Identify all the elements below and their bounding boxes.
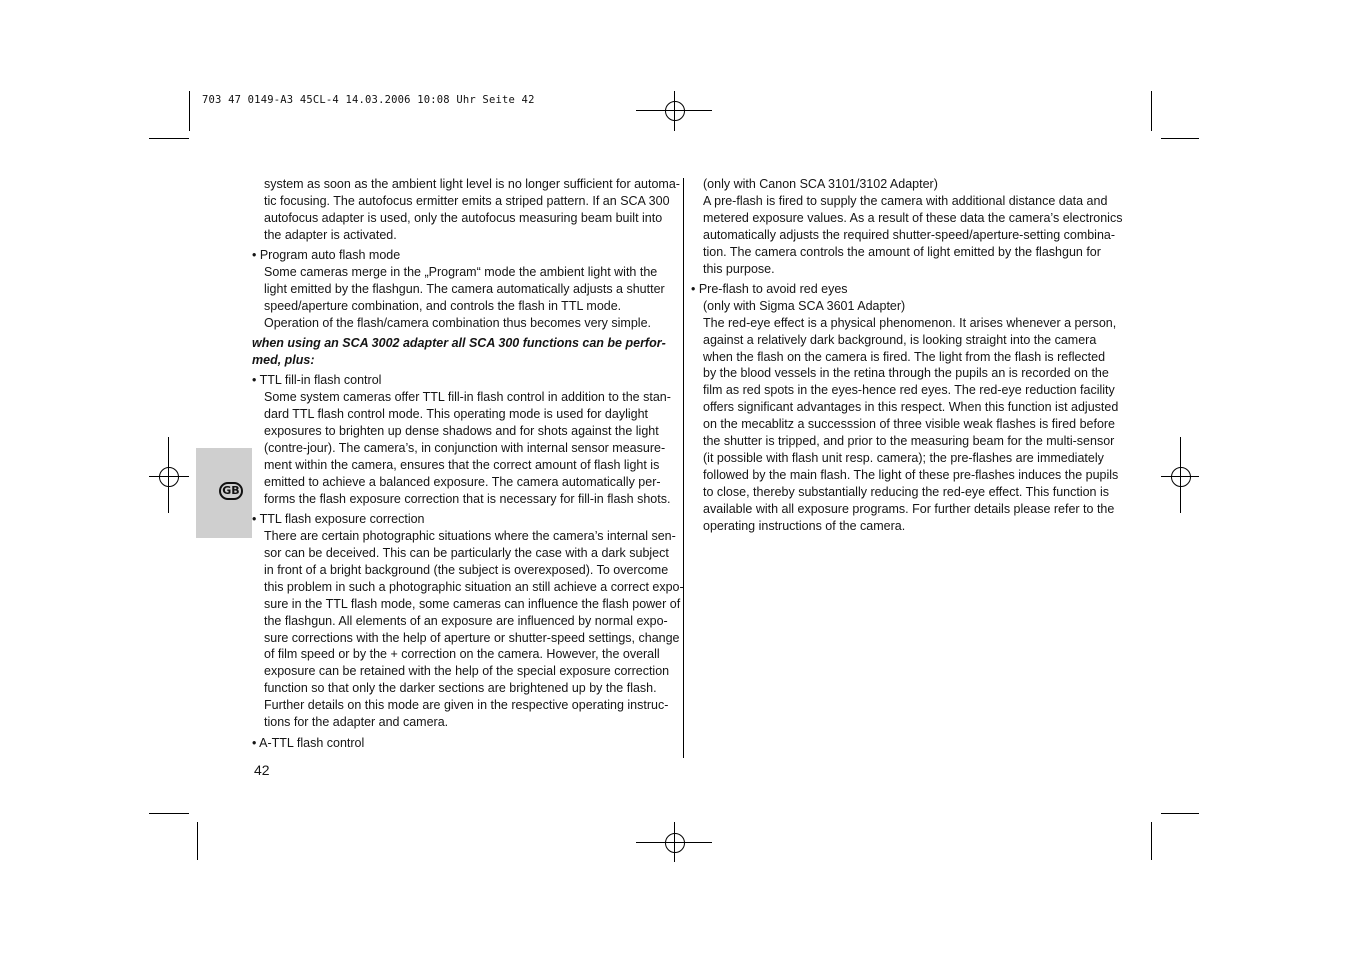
text-line: sure corrections with the help of aperture or shutter-speed settings, change: [264, 630, 680, 645]
text-line: by the blood vessels in the retina through the pupils an is recorded on the: [703, 366, 1109, 381]
text-line: of film speed or by the + correction on the camera. However, the overall: [264, 647, 660, 662]
text-line: ment within the camera, ensures that the correct amount of flash light is: [264, 458, 660, 472]
registration-target-icon: [1169, 465, 1193, 489]
crop-mark: [1161, 813, 1199, 814]
text-line: tic focusing. The autofocus ermitter emits a striped pattern. If an SCA 300: [264, 193, 670, 208]
text-line: There are certain photographic situations where the camera’s internal sen-: [264, 529, 676, 544]
text-line: when using an SCA 3002 adapter all SCA 300 functions can be perfor-: [252, 336, 666, 351]
bullet-heading: • Program auto flash mode: [252, 248, 401, 263]
text-line: Some system cameras offer TTL fill-in flash control in addition to the stan-: [264, 390, 671, 405]
text-line: autofocus adapter is used, only the autofocus measuring beam built into: [264, 210, 663, 225]
text-line: offers significant advantages in this respect. When this function ist adjusted: [703, 400, 1119, 415]
registration-target-icon: [663, 831, 687, 855]
registration-target-icon: [157, 465, 181, 489]
crop-mark: [1151, 822, 1152, 860]
page-number: 42: [254, 762, 270, 778]
bullet-heading: • Pre-flash to avoid red eyes: [691, 281, 848, 296]
text-line: emitted to achieve a balanced exposure. The camera automatically per-: [264, 474, 661, 489]
text-line: against a relatively dark background, is looking straight into the camera: [703, 332, 1097, 347]
text-line: (only with Sigma SCA 3601 Adapter): [703, 298, 906, 313]
print-slug: 703 47 0149-A3 45CL-4 14.03.2006 10:08 Uhr Seite 42: [202, 94, 535, 106]
crop-mark: [149, 138, 189, 139]
text-line: sor can be deceived. This can be particularly the case with a dark subject: [264, 546, 669, 561]
text-line: to close, thereby substantially reducing the red-eye effect. This function is: [703, 484, 1110, 499]
text-line: this problem in such a photographic situation an still achieve a correct expo-: [264, 579, 684, 594]
text-line: on the mecablitz a successsion of three visible weak flashes is fired before: [703, 417, 1116, 432]
crop-mark: [189, 91, 190, 131]
text-line: function so that only the darker sections are brightened up by the flash.: [264, 681, 657, 696]
text-line: film as red spots in the eyes-hence red eyes. The red-eye reduction facility: [703, 383, 1115, 398]
text-line: metered exposure values. As a result of these data the camera’s electronics: [703, 210, 1123, 225]
text-line: the adapter is activated.: [264, 227, 397, 242]
text-line: Operation of the flash/camera combination thus becomes very simple.: [264, 315, 651, 330]
column-divider: [683, 178, 684, 758]
intro-paragraph: [252, 176, 680, 244]
text-line: med, plus:: [252, 353, 315, 368]
text-line: Some cameras merge in the „Program“ mode the ambient light with the: [264, 265, 658, 280]
text-line: (it possible with flash unit resp. camera); the pre-flashes are immediately: [703, 451, 1104, 465]
text-line: this purpose.: [703, 261, 775, 276]
text-line: automatically adjusts the required shutter-speed/aperture-setting combina-: [703, 227, 1116, 242]
ttl-fill-in-section: [252, 372, 676, 507]
text-line: exposures to brighten up dense shadows and for shots against the light: [264, 424, 659, 439]
text-line: (only with Canon SCA 3101/3102 Adapter): [703, 177, 938, 191]
text-line: Further details on this mode are given in the respective operating instruc-: [264, 698, 669, 713]
text-line: operating instructions of the camera.: [703, 518, 906, 533]
right-column: [691, 176, 1123, 535]
text-line: forms the flash exposure correction that is necessary for fill-in flash shots.: [264, 491, 671, 506]
bullet-heading: • TTL fill-in flash control: [252, 373, 382, 388]
text-line: sure in the TTL flash mode, some cameras can influence the flash power of: [264, 596, 681, 611]
bullet-heading: • A-TTL flash control: [252, 735, 365, 750]
left-column: [252, 176, 684, 751]
pre-flash-section: [691, 281, 1119, 535]
text-line: the flashgun. All elements of an exposure are influenced by normal expo-: [264, 613, 668, 628]
text-line: tions for the adapter and camera.: [264, 715, 449, 730]
text-line: tion. The camera controls the amount of light emitted by the flashgun for: [703, 244, 1101, 259]
crop-mark: [197, 822, 198, 860]
text-line: light emitted by the flashgun. The camera automatically adjusts a shutter: [264, 281, 665, 296]
text-line: exposure can be retained with the help of the special exposure correction: [264, 664, 670, 679]
text-line: in front of a bright background (the subject is overexposed). To overcome: [264, 562, 669, 577]
crop-mark: [1151, 91, 1152, 131]
text-line: (contre-jour). The camera’s, in conjunction with internal sensor measure-: [264, 441, 666, 456]
text-line: available with all exposure programs. For further details please refer to the: [703, 501, 1115, 516]
text-line: A pre-flash is fired to supply the camera with additional distance data and: [703, 193, 1108, 208]
sca3002-note: [252, 335, 676, 369]
text-line: speed/aperture combination, and controls the flash in TTL mode.: [264, 298, 622, 313]
registration-target-icon: [663, 99, 687, 123]
program-auto-section: [252, 247, 676, 332]
a-ttl-section: [691, 176, 1123, 277]
crop-mark: [1161, 138, 1199, 139]
bullet-heading: • TTL flash exposure correction: [252, 512, 425, 527]
text-line: when the flash on the camera is fired. The light from the flash is reflected: [703, 349, 1106, 364]
text-line: dard TTL flash control mode. This operating mode is used for daylight: [264, 407, 649, 422]
text-line: The red-eye effect is a physical phenomenon. It arises whenever a person,: [703, 315, 1117, 330]
crop-mark: [149, 813, 189, 814]
text-line: followed by the main flash. The light of these pre-flashes induces the pupils: [703, 467, 1119, 482]
text-line: system as soon as the ambient light level is no longer sufficient for automa-: [264, 177, 680, 191]
language-badge: GB: [219, 482, 243, 500]
text-line: the shutter is tripped, and prior to the measuring beam for the multi-sensor: [703, 434, 1115, 449]
ttl-correction-section: [252, 511, 684, 731]
